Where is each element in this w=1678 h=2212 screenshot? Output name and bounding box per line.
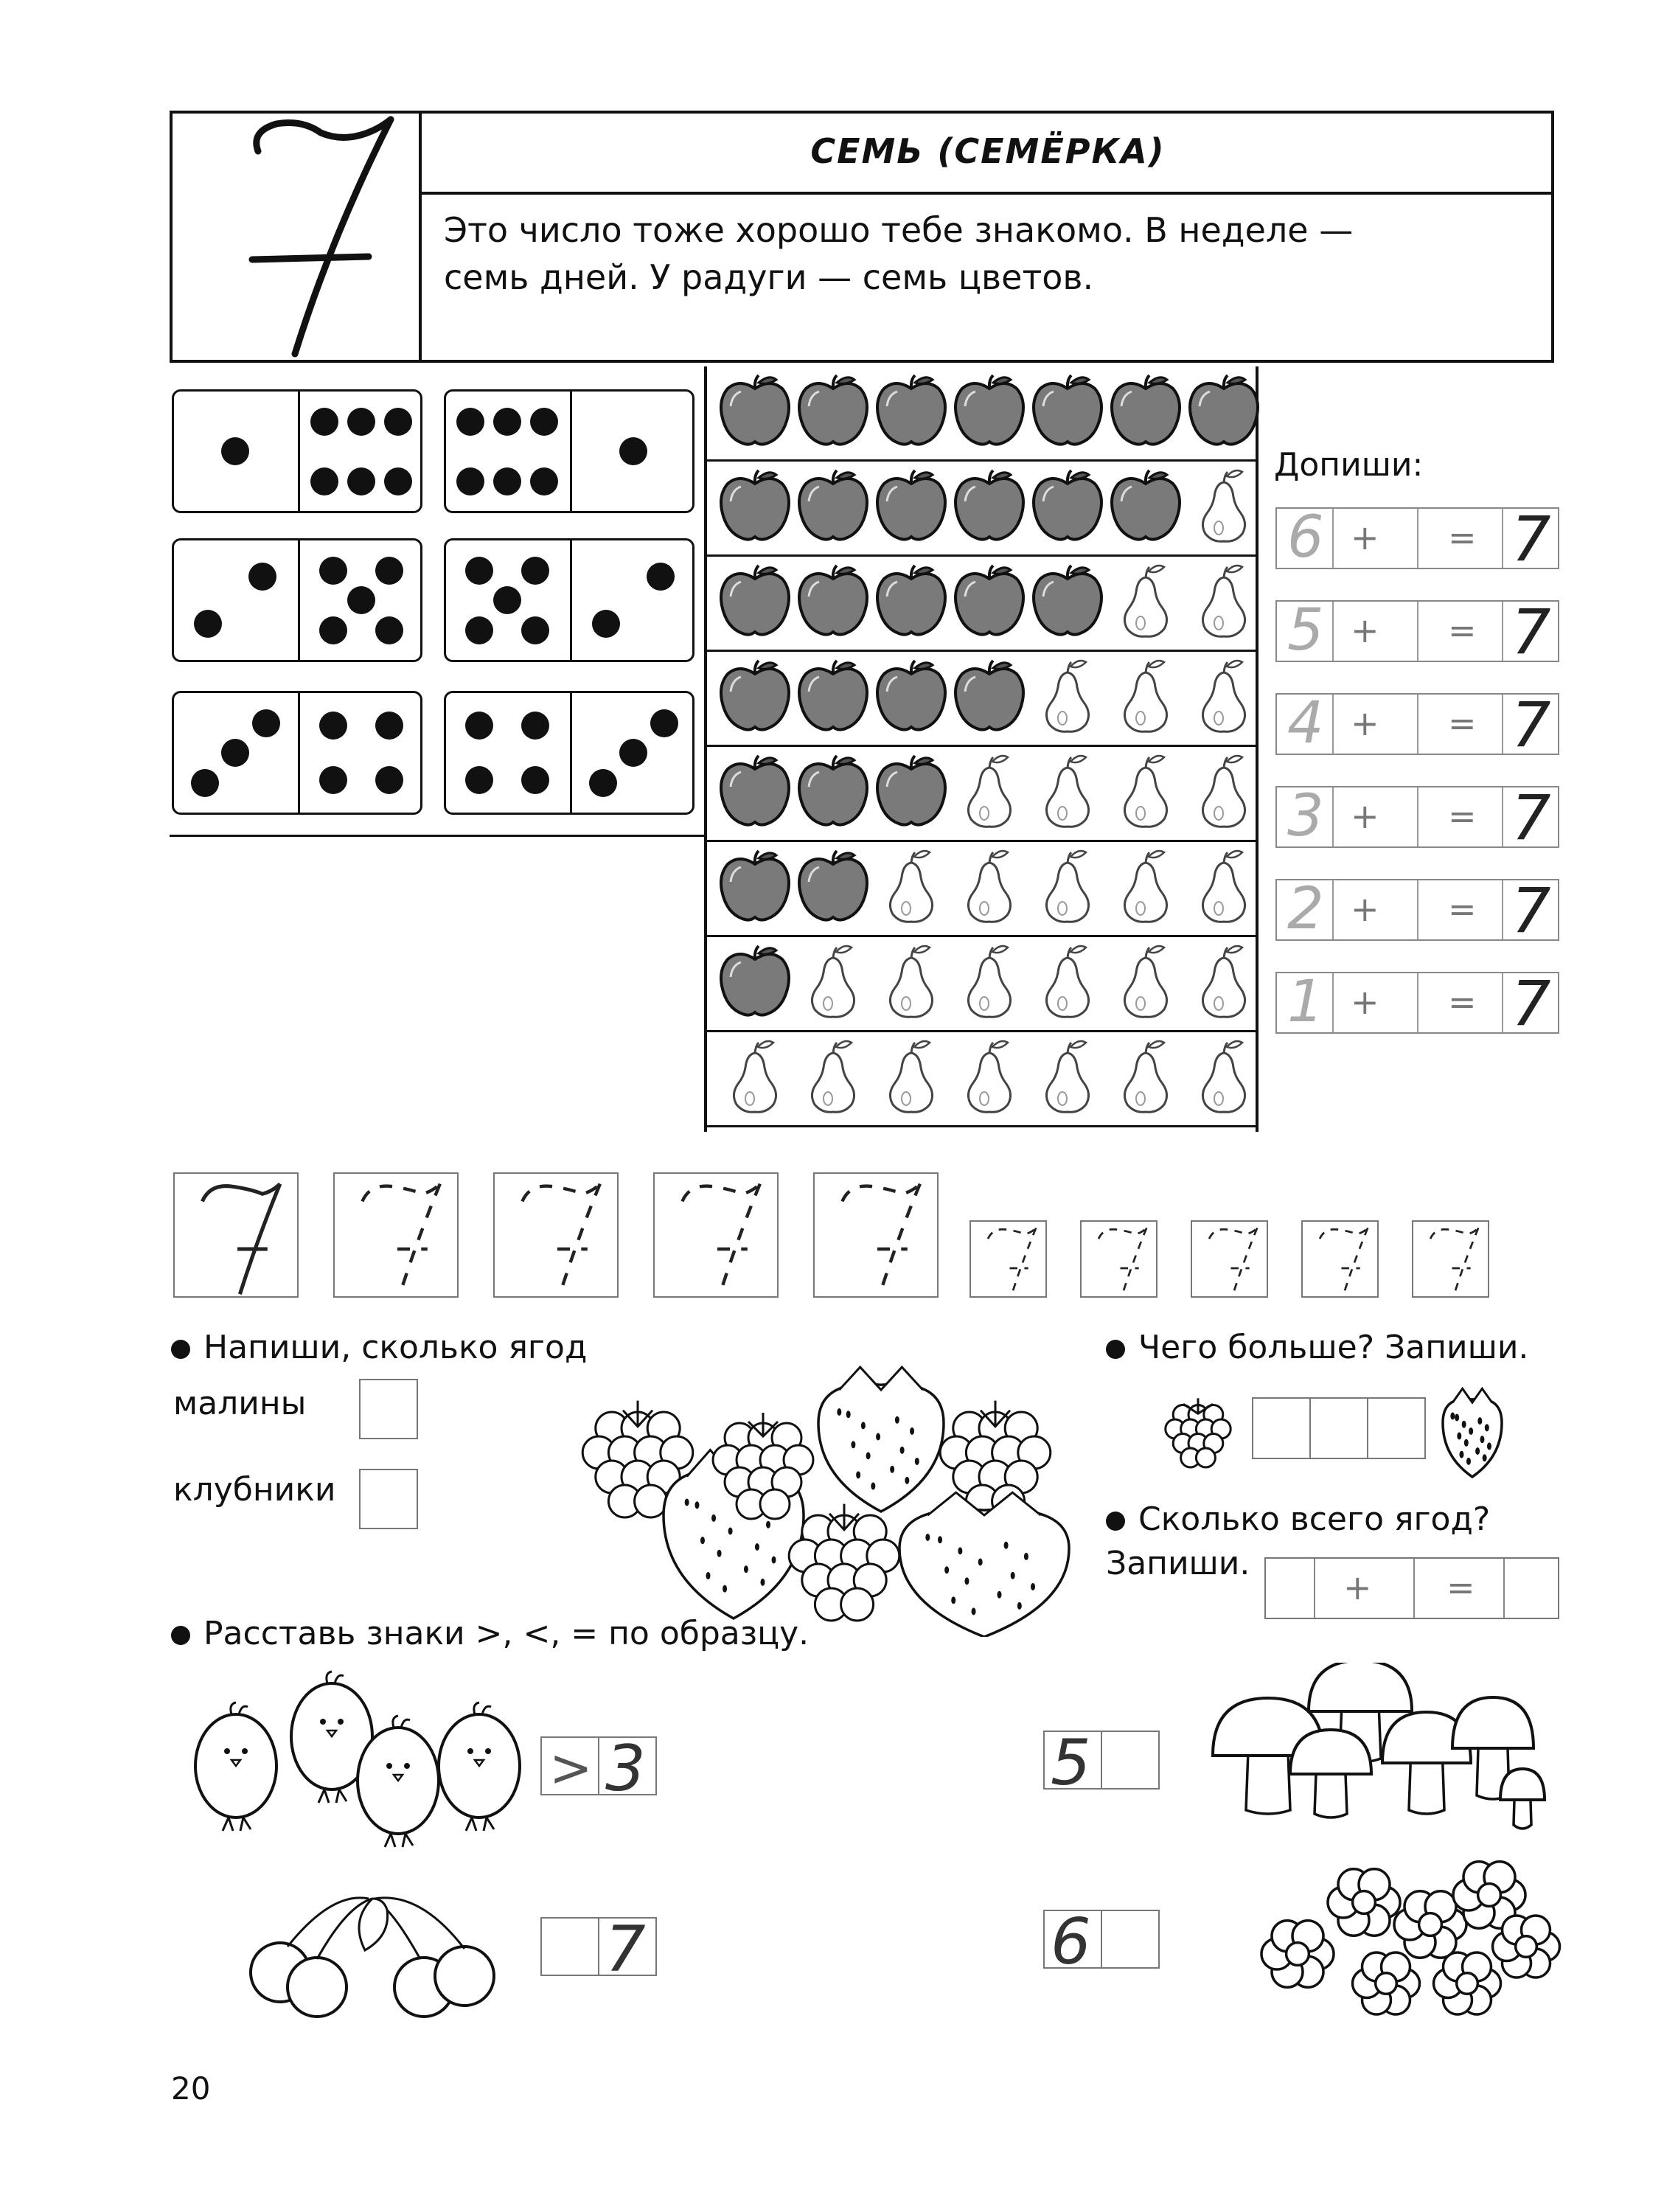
apple-icon: [796, 372, 871, 449]
fruit-grid: [704, 366, 1258, 1132]
pear-icon: [717, 1038, 793, 1115]
compare-cell-1[interactable]: [1252, 1397, 1311, 1459]
equals-sign: =: [1448, 889, 1477, 929]
equals-sign: =: [1448, 611, 1477, 650]
domino-pip: [465, 712, 493, 740]
result-number: 7: [1511, 689, 1551, 761]
berries-task: [171, 1329, 587, 1366]
pear-icon: [1108, 848, 1183, 925]
domino-pip: [647, 563, 675, 591]
equals-sign: =: [1448, 796, 1477, 836]
domino-pip: [310, 467, 338, 495]
intro-text: [444, 206, 1535, 301]
domino-4: [444, 538, 694, 662]
signs-task-text: Расставь знаки >, <, = по образцу.: [203, 1615, 810, 1652]
dopishi-equation-6[interactable]: [1275, 967, 1559, 1040]
apple-icon: [952, 563, 1027, 639]
result-number: 7: [1511, 874, 1551, 947]
total-task: [1106, 1500, 1490, 1538]
number-5: 5: [1051, 1726, 1091, 1800]
tracing-cell-large[interactable]: [653, 1172, 779, 1298]
strawberry-icon: [1438, 1379, 1508, 1482]
apple-icon: [1108, 467, 1183, 544]
domino-3: [172, 538, 422, 662]
number-7: 7: [605, 1913, 646, 1986]
pear-icon: [874, 943, 949, 1020]
number-6: 6: [1051, 1905, 1091, 1979]
sign-box-2[interactable]: [540, 1917, 599, 1976]
pear-icon: [1186, 753, 1261, 830]
domino-pip: [619, 739, 647, 767]
bullet-icon: [1106, 1340, 1125, 1359]
apple-icon: [717, 563, 793, 639]
pear-icon: [952, 1038, 1027, 1115]
big-digit-seven: [170, 111, 422, 363]
fruit-row-6: [707, 842, 1256, 937]
apple-icon: [717, 372, 793, 449]
raspberry-count-input[interactable]: [359, 1379, 418, 1439]
tracing-cell-small[interactable]: [1080, 1220, 1157, 1298]
number-box-3: [1043, 1726, 1102, 1800]
dopishi-equation-2[interactable]: [1275, 596, 1559, 668]
number-box-2: [598, 1913, 657, 1986]
pear-icon: [1186, 563, 1261, 639]
total-task-line1: Сколько всего ягод?: [1138, 1500, 1491, 1538]
tracing-cell-large[interactable]: [813, 1172, 939, 1298]
pear-icon: [1186, 848, 1261, 925]
plus-sign: +: [1351, 796, 1379, 836]
chicks-illustration: [177, 1663, 531, 1854]
strawberry-count-input[interactable]: [359, 1469, 418, 1529]
pear-icon: [952, 943, 1027, 1020]
berries-task-text: Напиши, сколько ягод: [203, 1329, 588, 1366]
page-number: 20: [171, 2070, 211, 2107]
intro-line-1: Это число тоже хорошо тебе знакомо. В неделе —: [444, 210, 1354, 250]
sign-box-4[interactable]: [1101, 1910, 1160, 1969]
pear-icon: [1108, 753, 1183, 830]
compare-cell-3[interactable]: [1367, 1397, 1426, 1459]
tracing-cell-large[interactable]: [173, 1172, 299, 1298]
domino-pip: [493, 408, 521, 436]
plus-sign: +: [1343, 1568, 1372, 1607]
domino-pip: [194, 610, 222, 638]
domino-pip: [530, 467, 558, 495]
compare-task-text: Чего больше? Запиши.: [1138, 1329, 1529, 1366]
plus-sign: +: [1351, 889, 1379, 929]
equals-sign: =: [1448, 703, 1477, 743]
fruit-row-1: [707, 366, 1256, 462]
tracing-cell-small[interactable]: [969, 1220, 1047, 1298]
domino-pip: [252, 709, 280, 737]
pear-icon: [1030, 753, 1105, 830]
dopishi-label: Допиши:: [1274, 446, 1424, 484]
pear-icon: [796, 943, 871, 1020]
mushrooms-illustration: [1198, 1663, 1548, 1832]
apple-icon: [952, 372, 1027, 449]
domino-pip: [521, 557, 549, 585]
domino-pip: [465, 557, 493, 585]
domino-pip: [319, 766, 347, 794]
tracing-cell-large[interactable]: [493, 1172, 619, 1298]
apple-icon: [796, 563, 871, 639]
dopishi-equation-5[interactable]: [1275, 874, 1559, 947]
apple-icon: [952, 467, 1027, 544]
domino-pip: [456, 408, 484, 436]
bullet-icon: [171, 1340, 190, 1359]
pear-icon: [1186, 467, 1261, 544]
strawberry-label: клубники: [173, 1471, 336, 1509]
domino-pip: [319, 712, 347, 740]
fruit-row-4: [707, 652, 1256, 747]
apple-icon: [1030, 467, 1105, 544]
domino-pip: [521, 766, 549, 794]
domino-pip: [521, 616, 549, 644]
result-number: 7: [1511, 967, 1551, 1040]
apple-icon: [796, 658, 871, 734]
result-number: 7: [1511, 503, 1551, 575]
pear-icon: [1108, 658, 1183, 734]
plus-sign: +: [1351, 703, 1379, 743]
dopishi-first-number: 2: [1287, 876, 1324, 942]
apple-icon: [952, 658, 1027, 734]
apple-icon: [874, 563, 949, 639]
domino-pip: [375, 616, 403, 644]
plus-sign: +: [1351, 518, 1379, 557]
title-row: [422, 111, 1554, 195]
pear-icon: [874, 1038, 949, 1115]
divider-line: [170, 835, 704, 837]
domino-pip: [191, 769, 219, 797]
domino-pip: [310, 408, 338, 436]
domino-pip: [589, 769, 617, 797]
tracing-cell-small[interactable]: [1301, 1220, 1379, 1298]
number-box-4: [1043, 1905, 1102, 1979]
domino-pip: [221, 739, 249, 767]
dopishi-equation-1[interactable]: [1275, 503, 1559, 575]
domino-pip: [465, 616, 493, 644]
equals-sign: =: [1448, 982, 1477, 1022]
cherries-illustration: [243, 1877, 501, 2024]
pear-icon: [1030, 1038, 1105, 1115]
apple-icon: [796, 848, 871, 925]
dopishi-first-number: 1: [1287, 969, 1324, 1035]
apple-icon: [1108, 372, 1183, 449]
fruit-row-2: [707, 462, 1256, 557]
bullet-icon: [171, 1626, 190, 1645]
apple-icon: [717, 467, 793, 544]
big-seven-drawing: [170, 111, 422, 363]
domino-pip: [592, 610, 620, 638]
apple-icon: [874, 753, 949, 830]
dopishi-first-number: 4: [1287, 690, 1324, 757]
bullet-icon: [1106, 1512, 1125, 1531]
pear-icon: [1030, 943, 1105, 1020]
pear-icon: [1108, 1038, 1183, 1115]
apple-icon: [717, 848, 793, 925]
apple-icon: [1030, 563, 1105, 639]
sample-sign: >: [549, 1738, 593, 1798]
domino-pip: [493, 467, 521, 495]
fruit-row-5: [707, 747, 1256, 842]
domino-pip: [465, 766, 493, 794]
domino-pip: [375, 766, 403, 794]
flowers-illustration: [1246, 1851, 1570, 2020]
apple-icon: [1186, 372, 1261, 449]
domino-6: [444, 691, 694, 815]
total-equation-box[interactable]: [1264, 1557, 1559, 1619]
dopishi-first-number: 6: [1287, 504, 1324, 571]
tracing-cell-large[interactable]: [333, 1172, 459, 1298]
domino-pip: [619, 437, 647, 465]
domino-pip: [650, 709, 678, 737]
total-task-line2: Запиши.: [1106, 1545, 1250, 1582]
fruit-row-3: [707, 557, 1256, 652]
domino-pip: [375, 712, 403, 740]
domino-pip: [375, 557, 403, 585]
berries-illustration: [571, 1364, 1087, 1637]
dopishi-first-number: 3: [1287, 783, 1324, 849]
domino-pip: [347, 586, 375, 614]
compare-cell-2[interactable]: [1309, 1397, 1368, 1459]
domino-pip: [384, 408, 412, 436]
domino-1: [172, 389, 422, 513]
apple-icon: [796, 467, 871, 544]
raspberry-label: малины: [173, 1385, 307, 1422]
pear-icon: [1186, 658, 1261, 734]
domino-pip: [347, 467, 375, 495]
dopishi-first-number: 5: [1287, 597, 1324, 664]
pear-icon: [1108, 943, 1183, 1020]
apple-icon: [874, 467, 949, 544]
domino-pip: [493, 586, 521, 614]
apple-icon: [717, 658, 793, 734]
pear-icon: [952, 848, 1027, 925]
raspberry-icon: [1161, 1377, 1235, 1473]
apple-icon: [717, 753, 793, 830]
berries-drawing: [571, 1364, 1087, 1637]
result-number: 7: [1511, 596, 1551, 668]
result-number: 7: [1511, 782, 1551, 854]
domino-pip: [319, 616, 347, 644]
pear-icon: [874, 848, 949, 925]
domino-pip: [221, 437, 249, 465]
apple-icon: [874, 658, 949, 734]
domino-pip: [347, 408, 375, 436]
dopishi-equation-3[interactable]: [1275, 689, 1559, 761]
number-3: 3: [605, 1732, 646, 1806]
pear-icon: [1030, 848, 1105, 925]
plus-sign: +: [1351, 982, 1379, 1022]
tracing-cell-small[interactable]: [1412, 1220, 1489, 1298]
plus-sign: +: [1351, 611, 1379, 650]
pear-icon: [1030, 658, 1105, 734]
domino-pip: [456, 467, 484, 495]
fruit-row-7: [707, 937, 1256, 1032]
pear-icon: [1108, 563, 1183, 639]
equals-sign: =: [1447, 1568, 1475, 1607]
compare-task: [1106, 1329, 1528, 1366]
domino-pip: [319, 557, 347, 585]
pear-icon: [796, 1038, 871, 1115]
fruit-row-8: [707, 1032, 1256, 1127]
apple-icon: [717, 943, 793, 1020]
domino-pip: [248, 563, 276, 591]
apple-icon: [1030, 372, 1105, 449]
pear-icon: [1186, 943, 1261, 1020]
pear-icon: [1186, 1038, 1261, 1115]
dopishi-equation-4[interactable]: [1275, 782, 1559, 854]
sign-box-3[interactable]: [1101, 1731, 1160, 1790]
domino-pip: [530, 408, 558, 436]
domino-pip: [384, 467, 412, 495]
apple-icon: [796, 753, 871, 830]
page-title: СЕМЬ (СЕМЁРКА): [810, 131, 1166, 171]
sign-box-1[interactable]: [540, 1736, 599, 1798]
pear-icon: [952, 753, 1027, 830]
apple-icon: [874, 372, 949, 449]
domino-5: [172, 691, 422, 815]
tracing-cell-small[interactable]: [1191, 1220, 1268, 1298]
domino-2: [444, 389, 694, 513]
signs-task: [171, 1615, 809, 1652]
domino-pip: [521, 712, 549, 740]
number-box-1: [598, 1732, 657, 1806]
intro-line-2: семь дней. У радуги — семь цветов.: [444, 257, 1094, 297]
equals-sign: =: [1448, 518, 1477, 557]
